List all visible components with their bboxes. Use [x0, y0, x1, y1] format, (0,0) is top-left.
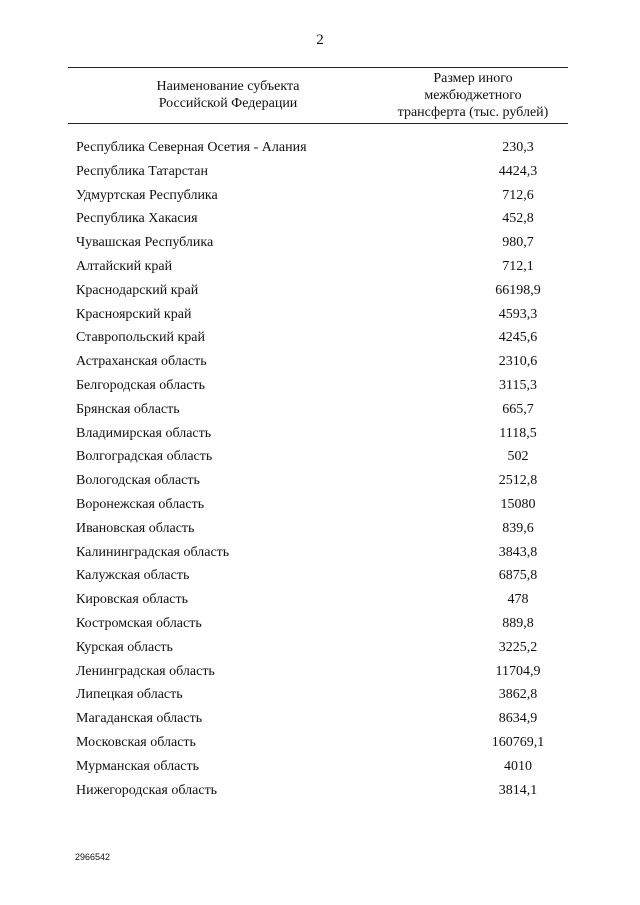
table-row: [76, 184, 556, 208]
table-row: [76, 636, 556, 660]
header-name-line: Российской Федерации: [158, 96, 298, 111]
transfer-value: 478: [507, 592, 529, 608]
transfer-value: 665,7: [502, 401, 534, 417]
region-name: Курская область: [76, 639, 173, 655]
transfer-value: 889,8: [502, 615, 534, 631]
transfer-value: 502: [507, 449, 529, 465]
region-name: Калужская область: [76, 568, 190, 584]
header-column-name: [68, 78, 388, 112]
region-name: Ивановская область: [76, 520, 195, 536]
table-row: [76, 755, 556, 779]
region-name: Республика Хакасия: [76, 211, 198, 227]
header-column-size: [378, 70, 568, 121]
transfer-value: 4245,6: [498, 330, 538, 346]
region-name: Ленинградская область: [76, 663, 215, 679]
region-name: Воронежская область: [76, 496, 205, 512]
table-row: [76, 279, 556, 303]
table-row: [76, 445, 556, 469]
table-row: [76, 731, 556, 755]
transfer-value: 980,7: [502, 235, 534, 251]
transfer-value: 160769,1: [491, 734, 545, 750]
table-row: [76, 350, 556, 374]
table-row: [76, 422, 556, 446]
transfer-value: 839,6: [502, 520, 534, 536]
region-name: Вологодская область: [76, 473, 200, 489]
table-row: [76, 374, 556, 398]
header-size-line: Размер иного: [433, 71, 513, 86]
transfer-value: 15080: [500, 496, 536, 512]
transfer-value: 3843,8: [498, 544, 538, 560]
transfer-value: 66198,9: [495, 282, 541, 298]
region-name: Нижегородская область: [76, 782, 218, 798]
transfer-value: 4593,3: [498, 306, 538, 322]
transfer-value: 3115,3: [499, 377, 537, 393]
table-row: [76, 660, 556, 684]
region-name: Кировская область: [76, 592, 189, 608]
transfer-value: 230,3: [502, 140, 534, 155]
transfer-value: 3814,1: [498, 782, 538, 798]
table-row: [76, 160, 556, 184]
region-name: Владимирская область: [76, 425, 212, 441]
region-name: Липецкая область: [76, 687, 183, 703]
table-row: [76, 612, 556, 636]
document-code: 2966542: [75, 852, 111, 862]
transfer-value: 4010: [504, 758, 532, 774]
table-row: [76, 326, 556, 350]
table-row: [76, 303, 556, 327]
region-name: Ставропольский край: [76, 330, 205, 346]
region-name: Красноярский край: [76, 306, 192, 322]
transfer-value: 1118,5: [499, 425, 537, 441]
header-name-line: Наименование субъекта: [156, 79, 300, 94]
table-row: [76, 564, 556, 588]
transfer-value: 11704,9: [495, 663, 541, 679]
table-body: [76, 136, 556, 802]
table-row: [76, 588, 556, 612]
region-name: Республика Северная Осетия - Алания: [76, 140, 307, 155]
table-header: [68, 67, 568, 124]
table-row: [76, 779, 556, 803]
table-row: [76, 493, 556, 517]
transfer-value: 3225,2: [498, 639, 538, 655]
header-size-line: трансферта (тыс. рублей): [397, 105, 549, 120]
table-row: [76, 255, 556, 279]
region-name: Московская область: [76, 734, 196, 750]
region-name: Волгоградская область: [76, 449, 213, 465]
transfer-value: 712,1: [502, 258, 534, 274]
transfer-value: 2512,8: [498, 473, 538, 489]
transfer-value: 3862,8: [498, 687, 538, 703]
region-name: Республика Татарстан: [76, 163, 209, 179]
table-row: [76, 469, 556, 493]
table-row: [76, 707, 556, 731]
region-name: Магаданская область: [76, 711, 203, 727]
transfer-value: 6875,8: [498, 568, 538, 584]
table-row: [76, 207, 556, 231]
region-name: Алтайский край: [76, 258, 173, 274]
page-number: 2: [316, 32, 324, 48]
region-name: Костромская область: [76, 615, 202, 631]
transfer-value: 2310,6: [498, 354, 538, 370]
region-name: Краснодарский край: [76, 282, 199, 298]
table-row: [76, 541, 556, 565]
table-row: [76, 683, 556, 707]
table-row: [76, 517, 556, 541]
table-row: [76, 398, 556, 422]
region-name: Белгородская область: [76, 377, 206, 393]
region-name: Калининградская область: [76, 544, 230, 560]
transfer-value: 4424,3: [498, 163, 538, 179]
transfer-value: 8634,9: [498, 711, 538, 727]
region-name: Удмуртская Республика: [76, 187, 218, 203]
header-size-line: межбюджетного: [424, 88, 522, 103]
table-row: [76, 231, 556, 255]
region-name: Брянская область: [76, 401, 180, 417]
region-name: Мурманская область: [76, 758, 200, 774]
region-name: Астраханская область: [76, 354, 207, 370]
table-row: [76, 136, 556, 160]
transfer-value: 712,6: [502, 187, 534, 203]
transfer-value: 452,8: [502, 211, 534, 227]
region-name: Чувашская Республика: [76, 235, 214, 251]
